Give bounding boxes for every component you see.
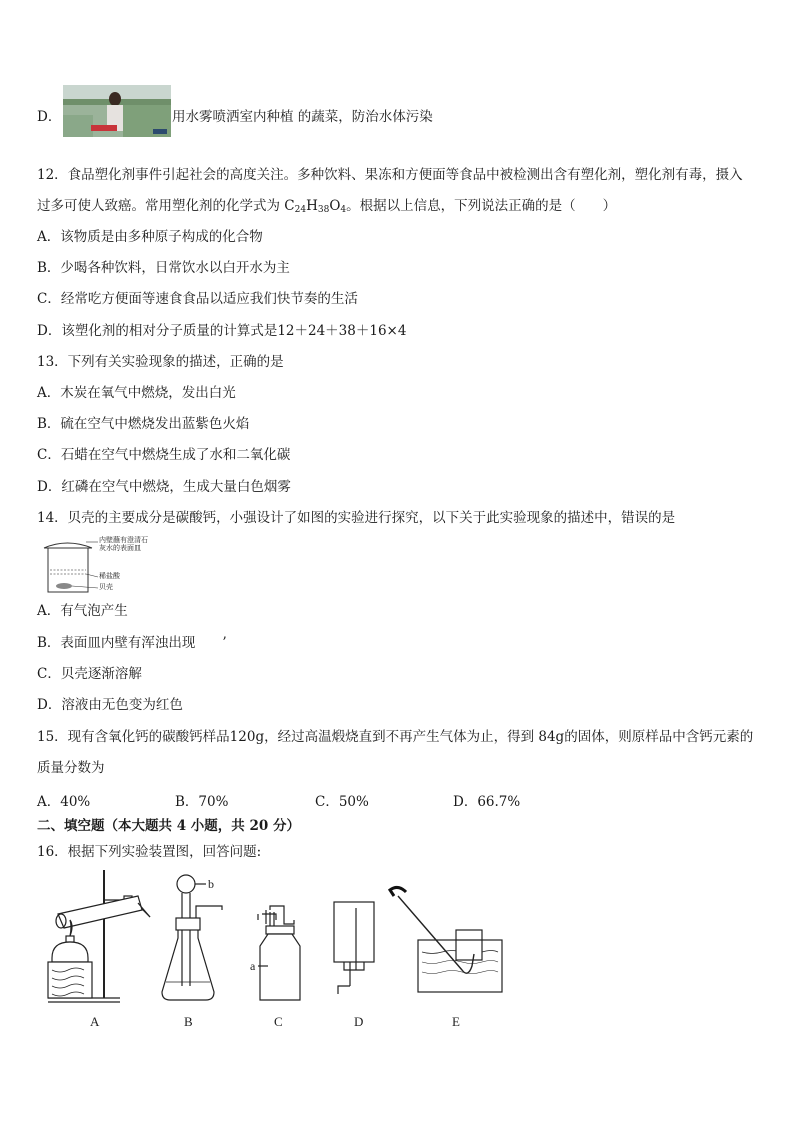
q13-option-a: A．木炭在氧气中燃烧，发出白光: [37, 385, 236, 401]
q16-stem: 16．根据下列实验装置图，回答问题:: [37, 844, 262, 860]
q12-option-d: D．该塑化剂的相对分子质量的计算式是12＋24＋38＋16×4: [37, 323, 407, 339]
apparatus-d: [334, 902, 374, 994]
q12-stem: 12．食品塑化剂事件引起社会的高度关注。多种饮料、果冻和方便面等食品中被检测出含有塑化剂，塑化剂有毒，摄入过多可使人致癌。常用塑化剂的化学式为 $C_{24}H_{38}O_4$。根据以上信息，下列说法正确的是（ ）: [37, 167, 743, 215]
q14-label-shell: 贝壳: [99, 583, 113, 591]
q12-option-a: A．该物质是由多种原子构成的化合物: [37, 229, 263, 245]
apparatus-a: [48, 870, 150, 1002]
q11-option-d-label: D．: [37, 109, 62, 125]
marker-b: b: [208, 877, 214, 891]
section-heading: 二、填空题（本大题共 4 小题，共 20 分）: [37, 818, 300, 834]
q14-option-c: C．贝壳逐渐溶解: [37, 666, 142, 682]
q13-option-c: C．石蜡在空气中燃烧生成了水和二氧化碳: [37, 447, 291, 463]
apparatus-label-a: A: [90, 1014, 100, 1029]
q15-option-d: D．66.7%: [453, 794, 521, 810]
apparatus-e: [390, 887, 502, 992]
apparatus-label-b: B: [184, 1014, 193, 1029]
q15-stem: 15．现有含氧化钙的碳酸钙样品120g，经过高温煅烧直到不再产生气体为止，得到 84g的固体，则原样品中含钙元素的质量分数为: [37, 729, 754, 776]
q14-stem: 14．贝壳的主要成分是碳酸钙，小强设计了如图的实验进行探究，以下关于此实验现象的描述中，错误的是: [37, 510, 676, 526]
apparatus-label-e: E: [452, 1014, 460, 1029]
q13-option-b: B．硫在空气中燃烧发出蓝紫色火焰: [37, 416, 250, 432]
apparatus-label-d: D: [354, 1014, 364, 1029]
q14-option-d: D．溶液由无色变为红色: [37, 697, 183, 713]
q14-shell-experiment-figure: [40, 536, 170, 596]
q11-option-d-text: 用水雾喷洒室内种植 的蔬菜，防治水体污染: [172, 109, 433, 125]
q12-option-c: C．经常吃方便面等速食食品以适应我们快节奏的生活: [37, 291, 358, 307]
apparatus-label-c: C: [274, 1014, 283, 1029]
apparatus-c: [258, 906, 300, 1000]
q14-label-dish: 内壁蘸有澄清石灰水的表面皿: [99, 536, 148, 552]
q15-option-c: C．50%: [315, 794, 369, 810]
q11-greenhouse-photo: [63, 85, 171, 137]
q13-stem: 13．下列有关实验现象的描述，正确的是: [37, 354, 284, 370]
q14-label-acid: 稀盐酸: [99, 572, 120, 580]
q16-apparatus-figure: [38, 866, 508, 1041]
q12-option-b: B．少喝各种饮料，日常饮水以白开水为主: [37, 260, 290, 276]
q14-option-b: B．表面皿内壁有浑浊出现 ’: [37, 635, 227, 651]
q13-option-d: D．红磷在空气中燃烧，生成大量白色烟雾: [37, 479, 291, 495]
q15-option-a: A．40%: [37, 794, 91, 810]
marker-a: a: [250, 959, 256, 973]
q14-option-a: A．有气泡产生: [37, 603, 128, 619]
apparatus-b: [162, 875, 222, 1000]
q15-option-b: B．70%: [175, 794, 229, 810]
